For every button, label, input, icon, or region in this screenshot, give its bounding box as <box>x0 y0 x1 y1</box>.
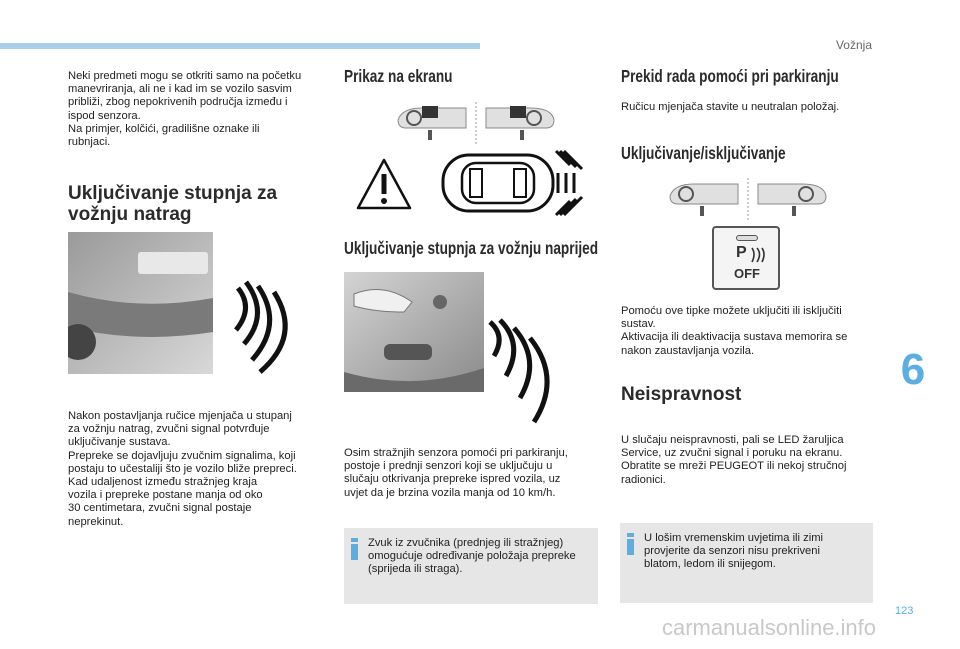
heading-onoff: Uključivanje/isključivanje <box>621 143 786 163</box>
watermark: carmanualsonline.info <box>662 615 877 640</box>
heading-fault: Neispravnost <box>621 384 742 405</box>
front-car-photo <box>344 272 484 392</box>
button-label-p: P <box>736 244 747 261</box>
forward-body: Osim stražnjih senzora pomoći pri parkiranju, postoje i prednji senzori koji se uključuju u slučaju otkrivanja prepreke ispred vozila, uz uvjet da je brzina vozila manja od 10 km/h. <box>344 447 568 499</box>
page-number: 123 <box>895 605 914 617</box>
button-label-off: OFF <box>734 266 760 281</box>
sound-wave <box>490 322 499 356</box>
sensor-wave-icon <box>750 246 766 264</box>
heading-interrupt: Prekid rada pomoći pri parkiranju <box>621 66 839 86</box>
chapter-number: 6 <box>900 345 926 394</box>
info-icon <box>351 538 358 560</box>
heading-forward: Uključivanje stupnja za vožnju naprijed <box>344 238 599 258</box>
interrupt-body: Ručicu mjenjača stavite u neutralan položaj. <box>621 101 840 113</box>
mirror-display-icon <box>396 102 556 144</box>
heading-reverse: Uključivanje stupnja za vožnju natrag <box>68 183 278 225</box>
chapter-name: Vožnja <box>835 38 872 52</box>
info-text-sound: Zvuk iz zvučnika (prednjeg ili stražnjeg) omogućuje određivanje položaja prepreke (sprijeda ili straga). <box>368 537 576 576</box>
heading-display: Prikaz na ekranu <box>344 66 453 86</box>
car-top-view-icon <box>440 147 586 219</box>
sound-wave <box>236 288 246 330</box>
intro-paragraph: Neki predmeti mogu se otkriti samo na početku manevriranja, ali ne i kad im se vozilo sasvim približi, zbog nepokrivenih područja između i ispod senzora. Na primjer, kolčići, gradilišne oznake ili rubnjaci. <box>68 70 302 149</box>
sound-wave <box>514 328 530 398</box>
reverse-body: Nakon postavljanja ručice mjenjača u stupanj za vožnju natrag, zvučni signal potvrđuje uključivanje sustava. Prepreke se dojavljuju zvučnim signalima, koji postaju to učestaliji što je vozilo bliže prepreci. Kad udaljenost između stražnjeg kraja vozila i prepreke postane manja od oko 30 centimetara, zvučni signal postaje neprekinut. <box>68 410 297 528</box>
header-bar <box>0 43 480 49</box>
button-led <box>736 235 758 241</box>
front-sensor-illustration <box>344 272 584 428</box>
info-text-weather: U lošim vremenskim uvjetima ili zimi provjerite da senzori nisu prekriveni blatom, ledom ili snijegom. <box>644 532 824 571</box>
sound-wave <box>530 338 547 422</box>
rear-sensor-illustration <box>68 232 324 374</box>
info-icon <box>627 533 634 555</box>
onoff-body: Pomoću ove tipke možete uključiti ili isključiti sustav. Aktivacija ili deaktivacija sustava memorira se nakon zaustavljanja vozila. <box>621 305 848 357</box>
fault-body: U slučaju neispravnosti, pali se LED žaruljica Service, uz zvučni signal i poruku na ekranu. Obratite se mreži PEUGEOT ili nekoj stručnoj radionici. <box>621 434 847 486</box>
info-box-weather <box>620 523 873 603</box>
mirror-onoff-icon <box>668 178 828 220</box>
info-box-sound <box>344 528 598 604</box>
park-assist-off-button[interactable] <box>712 226 780 290</box>
sound-wave <box>260 292 285 372</box>
license-plate <box>138 252 208 274</box>
warning-triangle-icon <box>356 158 412 210</box>
sound-wave <box>500 320 514 376</box>
